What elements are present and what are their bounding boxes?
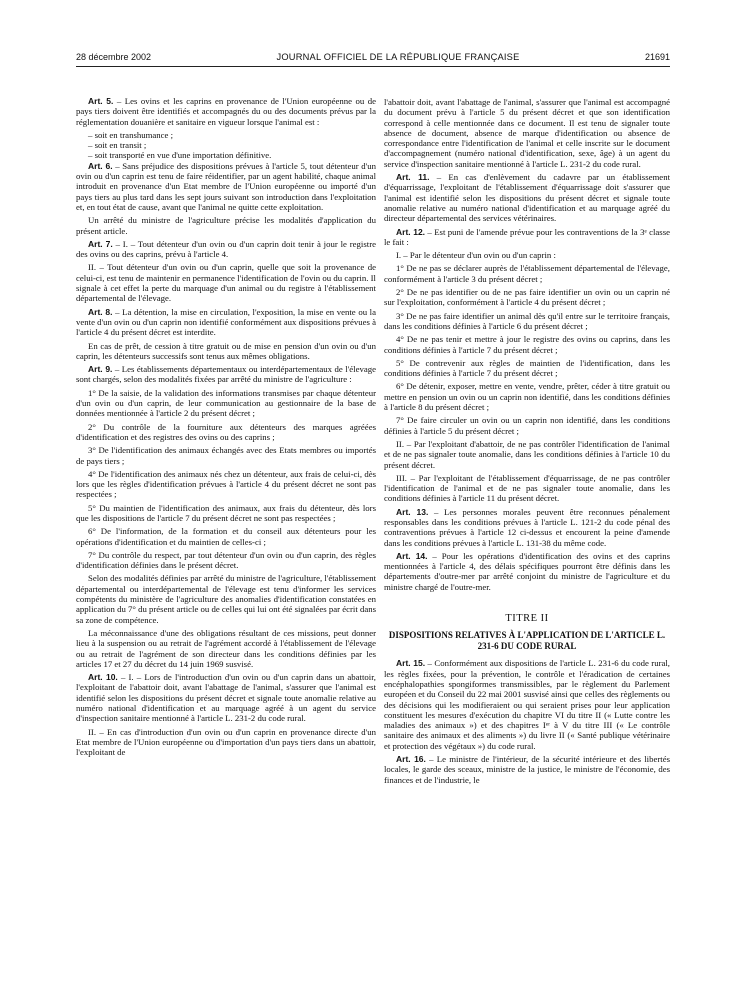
paragraph-text: 3° De l'identification des animaux échangés avec des Etats membres ou importés de pays tiers ; bbox=[76, 445, 376, 466]
paragraph-text: – Est puni de l'amende prévue pour les contraventions de la 3ᵉ classe le fait : bbox=[384, 226, 670, 247]
paragraph bbox=[76, 503, 376, 524]
paragraph-text: II. – En cas d'introduction d'un ovin ou d'un caprin en provenance directe d'un Etat membre de l'Union européenne ou d'importation d'un pays tiers dans un abattoir, l'exploitant de bbox=[76, 726, 376, 758]
article-number: Art. 9. bbox=[88, 364, 113, 375]
article-number: Art. 12. bbox=[396, 226, 426, 237]
paragraph-text: En cas de prêt, de cession à titre gratuit ou de mise en pension d'un ovin ou d'un caprin, les détenteurs successifs sont tenus aux mêmes obligations. bbox=[76, 340, 376, 361]
paragraph-text: Selon des modalités définies par arrêté du ministre de l'agriculture, l'établissement départemental ou interdépartemental de l'élevage est tenu d'informer les services compétents du ministère de l'agriculture des anomalies d'identification constatées en application du 7° du présent article ou de celles qui lui ont été signalées par écrit dans sa zone de compétence. bbox=[76, 573, 376, 625]
paragraph bbox=[76, 422, 376, 443]
paragraph-text: – Les ovins et les caprins en provenance de l'Union européenne ou de pays tiers doivent être identifiés et accompagnés du ou des documents prévus par la réglementation douanière et sanitaire en vigueur lorsque l'animal est : bbox=[76, 96, 377, 127]
article-number: Art. 11. bbox=[396, 172, 430, 183]
paragraph-text: 3° De ne pas faire identifier un animal dès qu'il entre sur le territoire français, dans les conditions définies à l'article 6 du présent décret ; bbox=[384, 310, 670, 331]
page-header bbox=[76, 50, 670, 64]
list-item: – soit transporté en vue d'une importation définitive. bbox=[88, 150, 272, 161]
paragraph bbox=[384, 415, 670, 436]
paragraph bbox=[384, 381, 670, 412]
list-item: – soit en transhumance ; bbox=[88, 129, 174, 140]
paragraph bbox=[384, 97, 670, 169]
paragraph bbox=[384, 507, 670, 548]
paragraph bbox=[76, 526, 376, 547]
article-number: Art. 7. bbox=[88, 238, 113, 249]
article-number: Art. 5. bbox=[88, 96, 114, 106]
paragraph-text: III. – Par l'exploitant de l'établissement d'équarrissage, de ne pas contrôler l'identification de l'animal et de ne pas signaler toute anomalie, dans les conditions définies à l'article 11 du présent décret. bbox=[384, 472, 670, 504]
paragraph bbox=[384, 287, 670, 308]
paragraph-text: 5° De contrevenir aux règles de maintien de l'identification, dans les conditions définies à l'article 7 du présent décret ; bbox=[384, 357, 670, 379]
paragraph bbox=[76, 727, 376, 758]
article-number: Art. 6. bbox=[88, 160, 113, 171]
paragraph bbox=[76, 341, 376, 362]
paragraph-text: 6° De détenir, exposer, mettre en vente, vendre, prêter, céder à titre gratuit ou mettre en pension un ovin ou un caprin non identifié, dans les conditions définies à l'article 8 du présent décret ; bbox=[384, 381, 670, 413]
paragraph bbox=[76, 96, 376, 127]
article-number: Art. 13. bbox=[396, 506, 429, 517]
header-page-number: 21691 bbox=[644, 52, 670, 62]
paragraph bbox=[76, 628, 376, 669]
article-number: Art. 15. bbox=[396, 658, 426, 669]
paragraph-text: – La détention, la mise en circulation, l'exposition, la mise en vente ou la vente d'un ovin ou d'un caprin non identifié conformément aux dispositions prévues à l'article 4 du présent décret est interdite. bbox=[76, 306, 376, 338]
paragraph-text: 6° De l'information, de la formation et du conseil aux détenteurs pour les opérations d'identification et du maintien de celles-ci ; bbox=[76, 526, 376, 547]
paragraph-text: – Conformément aux dispositions de l'article L. 231-6 du code rural, les règles fixées, pour la prévention, le contrôle et l'éradication de certaines encéphalopathies spongiformes transmissibles, par le règlement du Parlement européen et du Conseil du 22 mai 2001 susvisé ainsi que celles des règlements ou des décisions qui les modifieraient ou qui seraient prises pour leur application constituent les mesures d'exécution du chapitre VI du titre II (« Lutte contre les maladies des animaux ») et des chapitres Iᵉʳ à V du titre III (« Le contrôle sanitaire des animaux et des aliments ») du livre II (« Santé publique vétérinaire et protection des végétaux ») du code rural. bbox=[384, 658, 670, 751]
paragraph-text: 2° Du contrôle de la fourniture aux détenteurs des marques agréées d'identification et des registres des ovins ou des caprins ; bbox=[76, 421, 376, 442]
paragraph bbox=[76, 445, 376, 466]
paragraph bbox=[384, 172, 670, 223]
paragraph bbox=[384, 311, 670, 332]
paragraph-text: La méconnaissance d'une des obligations résultant de ces missions, peut donner lieu à la suspension ou au retrait de l'agrément accordé à l'établissement de l'élevage ou au retrait de l'agrément de son directeur dans les conditions définies par les articles 17 et 27 du décret du 14 juin 1969 susvisé. bbox=[76, 627, 376, 669]
paragraph-text: – Les établissements départementaux ou interdépartementaux de l'élevage sont chargés, selon des modalités fixées par arrêté du ministre de l'agriculture : bbox=[76, 364, 376, 385]
paragraph-text: Un arrêté du ministre de l'agriculture précise les modalités d'application du présent article. bbox=[76, 215, 376, 236]
paragraph-text: 2° De ne pas identifier ou de ne pas faire identifier un ovin ou un caprin né sur l'exploitation, conformément à l'article 4 du présent décret ; bbox=[384, 287, 670, 308]
paragraph bbox=[384, 439, 670, 470]
paragraph bbox=[384, 358, 670, 379]
section-title: TITRE II bbox=[505, 613, 549, 625]
list-item: – soit en transit ; bbox=[88, 140, 147, 151]
paragraph-text: – Le ministre de l'intérieur, de la sécurité intérieure et des libertés locales, le garde des sceaux, ministre de la justice, le ministre de l'économie, des finances et de l'industrie, le bbox=[384, 754, 670, 785]
paragraph bbox=[76, 239, 376, 260]
paragraph-text: – Les personnes morales peuvent être reconnues pénalement responsables dans les conditions prévues à l'article L. 121-2 du code pénal des contraventions prévues à l'article 12 ci-dessus et encourent la peine d'amende dans les conditions prévues à l'article L. 131-38 du même code. bbox=[384, 506, 670, 548]
article-number: Art. 10. bbox=[88, 672, 118, 683]
header-rule bbox=[76, 66, 670, 67]
paragraph-text: l'abattoir doit, avant l'abattage de l'animal, s'assurer que l'animal est accompagné du document prévu à l'article 5 du présent décret et que son identification correspond à celle mentionnée dans ce document. Il est tenu de signaler toute absence de document, absence de marque d'identification ou absence de correspondance entre l'identification de l'animal et celle inscrite sur le document d'accompagnement (numéro national d'identification, sexe, âge) à un agent du service d'inspection sanitaire mentionné à l'article L. 231-2 du code rural. bbox=[384, 97, 670, 169]
paragraph-text: 1° De ne pas se déclarer auprès de l'établissement départemental de l'élevage, conformément à l'article 3 du présent décret ; bbox=[384, 263, 670, 284]
paragraph bbox=[76, 550, 376, 571]
paragraph-text: – I. – Lors de l'introduction d'un ovin ou d'un caprin dans un abattoir, l'exploitant de l'abattoir doit, avant l'abattage de l'animal, s'assurer que l'animal est identifié selon les dispositions du présent décret et signale toute anomalie relative au numéro national d'identification et au marquage agréé à un agent du service d'inspection sanitaire mentionné à l'article L. 231-2 du code rural. bbox=[76, 672, 376, 724]
section-heading: DISPOSITIONS RELATIVES À L'APPLICATION DE L'ARTICLE L. 231-6 DU CODE RURAL bbox=[388, 630, 666, 652]
paragraph-text: 7° Du contrôle du respect, par tout détenteur d'un ovin ou d'un caprin, des règles d'identification définies dans le présent décret. bbox=[76, 549, 376, 571]
paragraph-text: 7° De faire circuler un ovin ou un caprin non identifié, dans les conditions définies à l'article 5 du présent décret ; bbox=[384, 415, 670, 436]
paragraph bbox=[384, 551, 670, 592]
article-number: Art. 8. bbox=[88, 306, 113, 317]
paragraph-text: – Sans préjudice des dispositions prévues à l'article 5, tout détenteur d'un ovin ou d'un caprin est tenu de faire réidentifier, par un agent habilité, chaque animal introduit en provenance d'un Etat membre de l'Union européenne ou importé d'un pays tiers au plus tard dans les sept jours suivant son introduction dans l'exploitation et, en tout état de cause, avant que l'animal ne quitte cette exploitation. bbox=[76, 160, 376, 212]
paragraph-text: I. – Par le détenteur d'un ovin ou d'un caprin : bbox=[396, 250, 556, 261]
paragraph bbox=[384, 250, 670, 260]
paragraph bbox=[384, 473, 670, 504]
right-column bbox=[384, 97, 670, 788]
paragraph bbox=[76, 469, 376, 500]
paragraph-text: 5° Du maintien de l'identification des animaux, aux frais du détenteur, dès lors que les dispositions de l'article 7 du présent décret ne sont pas respectées ; bbox=[76, 502, 376, 523]
paragraph bbox=[384, 227, 670, 248]
paragraph bbox=[384, 754, 670, 785]
header-date: 28 décembre 2002 bbox=[76, 52, 152, 62]
left-column bbox=[76, 96, 376, 761]
paragraph bbox=[76, 161, 376, 212]
paragraph-text: – Pour les opérations d'identification des ovins et des caprins mentionnées à l'article 4, des délais spécifiques pourront être définis dans les départements d'outre-mer par arrêté conjoint du ministre de l'agriculture et du ministre chargé de l'outre-mer. bbox=[384, 550, 670, 592]
paragraph bbox=[384, 263, 670, 284]
paragraph-text: II. – Tout détenteur d'un ovin ou d'un caprin, quelle que soit la provenance de celui-ci, est tenu de maintenir en permanence l'identification de l'ovin ou du caprin. Il signale à cet effet la perte du marquage d'un animal ou du registre à l'établissement départemental de l'élevage. bbox=[76, 262, 376, 304]
paragraph bbox=[76, 364, 376, 385]
paragraph bbox=[76, 307, 376, 338]
paragraph-text: – En cas d'enlèvement du cadavre par un établissement d'équarrissage, l'exploitant de l'établissement d'équarrissage doit s'assurer que l'animal est identifié selon les dispositions du présent décret et signale toute anomalie relative au numéro national d'identification et au marquage agréé du directeur départemental des services vétérinaires. bbox=[384, 172, 670, 224]
paragraph-text: II. – Par l'exploitant d'abattoir, de ne pas contrôler l'identification de l'animal et de ne pas signaler toute anomalie, dans les conditions définies à l'article 10 du présent décret. bbox=[384, 438, 670, 470]
paragraph bbox=[76, 388, 376, 419]
paragraph bbox=[76, 672, 376, 723]
paragraph-text: 4° De ne pas tenir et mettre à jour le registre des ovins ou caprins, dans les conditions définies à l'article 7 du présent décret ; bbox=[384, 334, 670, 355]
paragraph bbox=[76, 262, 376, 303]
paragraph-text: 1° De la saisie, de la validation des informations transmises par chaque détenteur d'un ovin ou d'un caprin, de leur communication au gestionnaire de la base de données mentionnée à l'article 2 du présent décret ; bbox=[76, 387, 376, 419]
paragraph-text: – I. – Tout détenteur d'un ovin ou d'un caprin doit tenir à jour le registre des ovins ou des caprins, prévu à l'article 4. bbox=[76, 238, 376, 260]
paragraph bbox=[76, 215, 376, 236]
paragraph bbox=[384, 658, 670, 751]
article-number: Art. 16. bbox=[396, 754, 426, 765]
paragraph bbox=[384, 334, 670, 355]
article-number: Art. 14. bbox=[396, 550, 428, 561]
paragraph-text: 4° De l'identification des animaux nés chez un détenteur, aux frais de celui-ci, dès lors que les règles d'identification prévues à l'article 4 du présent décret ne sont pas respectées ; bbox=[76, 468, 376, 500]
paragraph bbox=[76, 573, 376, 624]
header-journal-title: JOURNAL OFFICIEL DE LA RÉPUBLIQUE FRANÇAISE bbox=[276, 52, 520, 62]
